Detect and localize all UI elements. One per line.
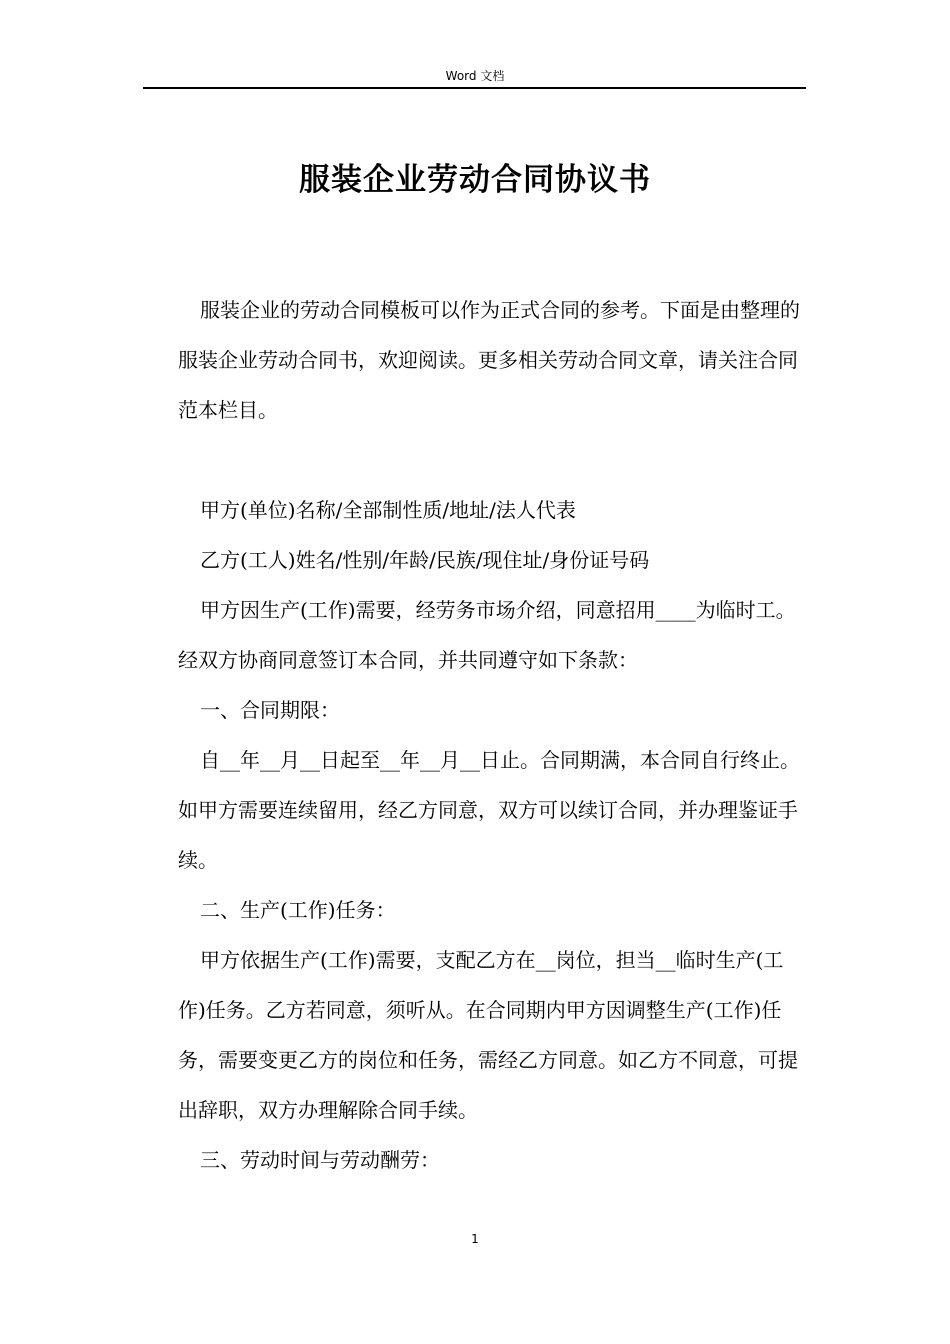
hiring-paragraph: 甲方因生产(工作)需要，经劳务市场介绍，同意招用____为临时工。经双方协商同意签订本合同，并共同遵守如下条款： [178,598,796,672]
party-b-line: 乙方(工人)姓名/性别/年龄/民族/现住址/身份证号码 [200,548,650,572]
intro-paragraph: 服装企业的劳动合同模板可以作为正式合同的参考。下面是由整理的服装企业劳动合同书，欢迎阅读。更多相关劳动合同文章，请关注合同范本栏目。 [178,298,800,422]
header-label: Word 文档 [445,69,505,83]
tasks-paragraph: 甲方依据生产(工作)需要，支配乙方在__岗位，担当__临时生产(工作)任务。乙方若同意，须听从。在合同期内甲方因调整生产(工作)任务，需要变更乙方的岗位和任务，需经乙方同意。如乙方不同意，可提出辞职，双方办理解除合同手续。 [178,948,798,1122]
section-heading-term: 一、合同期限： [200,698,340,722]
intro-section [178,285,808,435]
party-a-line: 甲方(单位)名称/全部制性质/地址/法人代表 [200,498,576,522]
section-heading-tasks: 二、生产(工作)任务： [200,898,396,922]
contract-body [178,485,808,1185]
header-divider [143,87,806,89]
section-heading-hours-pay: 三、劳动时间与劳动酬劳： [200,1148,440,1172]
document-title: 服装企业劳动合同协议书 [299,162,651,198]
page-number: 1 [471,1232,479,1246]
term-paragraph: 自__年__月__日起至__年__月__日止。合同期满，本合同自行终止。如甲方需要连续留用，经乙方同意，双方可以续订合同，并办理鉴证手续。 [178,748,800,872]
